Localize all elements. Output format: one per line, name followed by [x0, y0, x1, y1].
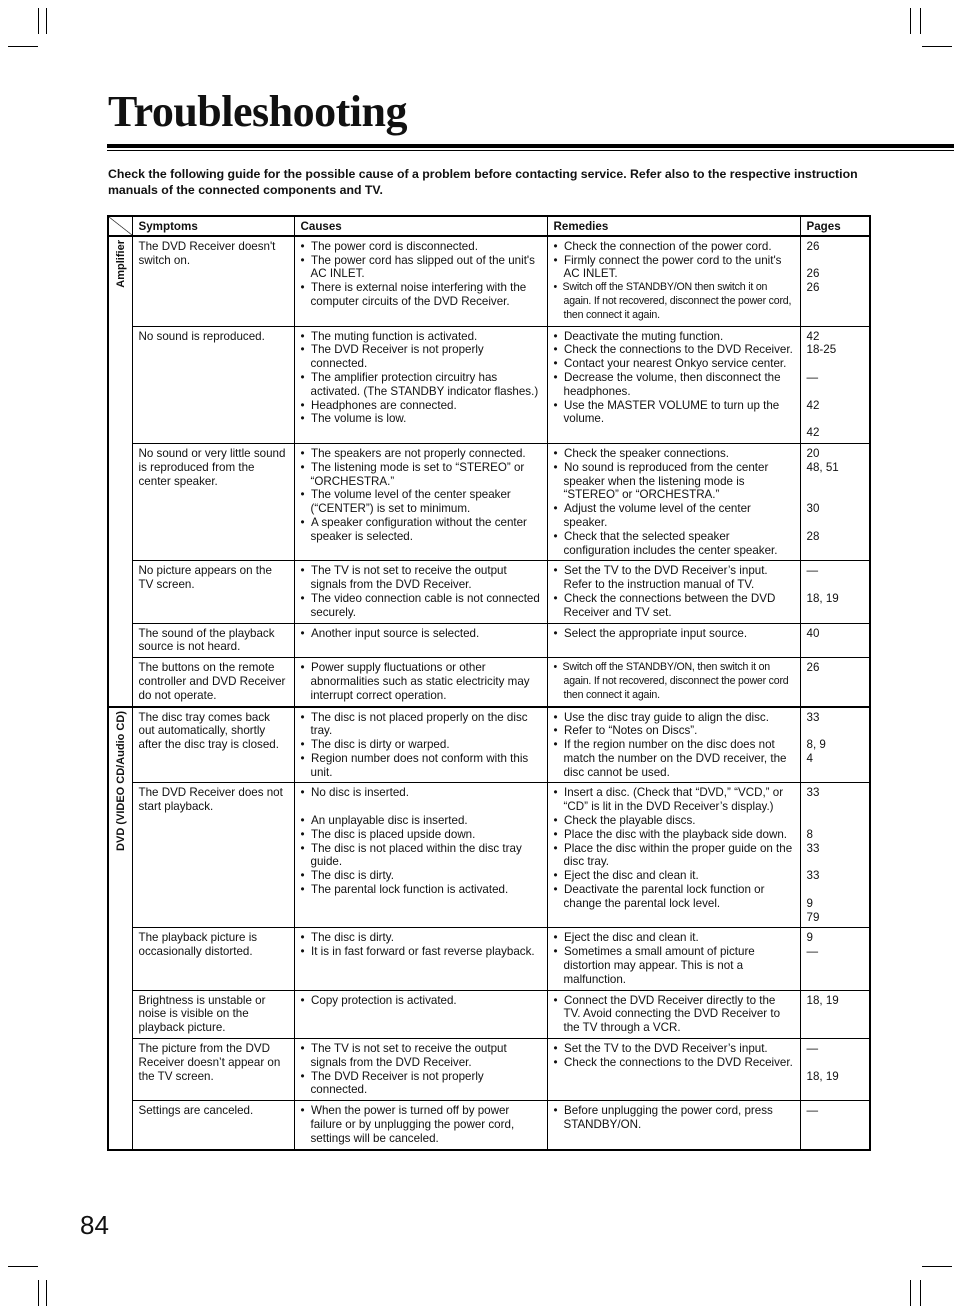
cause-item: • The muting function is activated.	[301, 330, 542, 344]
remedies-cell	[547, 707, 800, 783]
pages-cell: 42 18-25 — 42 42	[800, 326, 870, 443]
remedy-item: • Contact your nearest Onkyo service center.	[554, 357, 795, 371]
cause-item: • The disc is not placed within the disc tray guide.	[301, 842, 542, 870]
cause-item: • It is in fast forward or fast reverse playback.	[301, 945, 542, 959]
cause-item: • The TV is not set to receive the output signals from the DVD Receiver.	[301, 564, 542, 592]
table-row	[108, 1101, 870, 1150]
causes-cell	[294, 1101, 547, 1150]
remedies-list	[554, 564, 795, 619]
remedy-item: • Firmly connect the power cord to the unit's AC INLET.	[554, 254, 795, 282]
symptom-cell: No sound or very little sound is reproduced from the center speaker.	[132, 443, 294, 560]
pages-cell: 20 48, 51 30 28	[800, 443, 870, 560]
table-row	[108, 990, 870, 1038]
causes-list	[301, 786, 542, 896]
crop-mark	[920, 1280, 921, 1306]
remedy-item: • Adjust the volume level of the center speaker.	[554, 502, 795, 530]
crop-mark	[8, 46, 38, 47]
cause-item: • An unplayable disc is inserted.	[301, 814, 542, 828]
remedies-cell	[547, 561, 800, 623]
causes-cell	[294, 443, 547, 560]
cause-item: • Copy protection is activated.	[301, 994, 542, 1008]
symptom-cell: Brightness is unstable or noise is visible on the playback picture.	[132, 990, 294, 1038]
remedies-cell	[547, 1039, 800, 1101]
table-row	[108, 783, 870, 928]
remedies-cell	[547, 990, 800, 1038]
remedies-list	[554, 627, 795, 641]
crop-mark	[38, 1280, 39, 1306]
header-remedies: Remedies	[547, 216, 800, 236]
title-rule-thin	[107, 150, 954, 151]
remedies-cell	[547, 326, 800, 443]
remedies-cell	[547, 623, 800, 658]
causes-cell	[294, 236, 547, 326]
remedies-list	[554, 786, 795, 910]
table-row	[108, 326, 870, 443]
causes-list	[301, 711, 542, 780]
symptom-cell: The picture from the DVD Receiver doesn’t appear on the TV screen.	[132, 1039, 294, 1101]
causes-list	[301, 661, 542, 702]
cause-item: • The power cord has slipped out of the unit's AC INLET.	[301, 254, 542, 282]
remedy-item: • Check that the selected speaker configuration includes the center speaker.	[554, 530, 795, 558]
table-row	[108, 658, 870, 707]
header-causes: Causes	[294, 216, 547, 236]
pages-cell: 26 26 26	[800, 236, 870, 326]
causes-cell	[294, 1039, 547, 1101]
remedies-list	[554, 711, 795, 780]
cause-item: • No disc is inserted.	[301, 786, 542, 814]
section-label-cell	[108, 236, 132, 707]
causes-list	[301, 564, 542, 619]
cause-item: • The DVD Receiver is not properly connected.	[301, 1070, 542, 1098]
remedies-list	[554, 661, 795, 702]
cause-item: • The volume is low.	[301, 412, 542, 426]
causes-cell	[294, 658, 547, 707]
remedy-item: • Eject the disc and clean it.	[554, 869, 795, 883]
remedies-cell	[547, 658, 800, 707]
remedies-list	[554, 240, 795, 323]
cause-item: • The disc is dirty.	[301, 931, 542, 945]
pages-cell: —	[800, 1101, 870, 1150]
causes-cell	[294, 623, 547, 658]
crop-mark	[8, 1266, 38, 1267]
remedy-item: • Check the playable discs.	[554, 814, 795, 828]
remedy-item: • Deactivate the muting function.	[554, 330, 795, 344]
cause-item: • The DVD Receiver is not properly connected.	[301, 343, 542, 371]
pages-cell: 33 8 33 33 9 79	[800, 783, 870, 928]
causes-list	[301, 931, 542, 959]
remedies-cell	[547, 236, 800, 326]
remedy-item: • Insert a disc. (Check that “DVD,” “VCD,” or “CD” is lit in the DVD Receiver’s display.)	[554, 786, 795, 814]
table-row	[108, 443, 870, 560]
remedy-item: • Deactivate the parental lock function or change the parental lock level.	[554, 883, 795, 911]
remedy-item: • Check the connections between the DVD Receiver and TV set.	[554, 592, 795, 620]
crop-mark	[922, 46, 952, 47]
cause-item: • The amplifier protection circuitry has activated. (The STANDBY indicator flashes.)	[301, 371, 542, 399]
symptom-cell: No sound is reproduced.	[132, 326, 294, 443]
crop-mark	[910, 1280, 911, 1306]
cause-item: • A speaker configuration without the center speaker is selected.	[301, 516, 542, 544]
symptom-cell: The disc tray comes back out automatically, shortly after the disc tray is closed.	[132, 707, 294, 783]
crop-mark	[910, 8, 911, 34]
crop-mark	[38, 8, 39, 34]
table-row	[108, 928, 870, 990]
intro-text: Check the following guide for the possible cause of a problem before contacting service. Refer also to the respective instruction manuals of the connected components and TV.	[108, 167, 858, 197]
symptom-cell: No picture appears on the TV screen.	[132, 561, 294, 623]
remedies-cell	[547, 783, 800, 928]
table-row	[108, 623, 870, 658]
remedies-cell	[547, 928, 800, 990]
page-title: Troubleshooting	[108, 87, 407, 136]
remedy-item: • Check the connection of the power cord.	[554, 240, 795, 254]
causes-list	[301, 627, 542, 641]
cause-item: • The disc is placed upside down.	[301, 828, 542, 842]
title-rule	[107, 144, 954, 148]
page-number: 84	[80, 1210, 109, 1240]
remedy-item: • Eject the disc and clean it.	[554, 931, 795, 945]
table-header-row	[108, 216, 870, 236]
remedies-list	[554, 1104, 795, 1132]
remedy-item: • Check the connections to the DVD Receiver.	[554, 1056, 795, 1070]
causes-list	[301, 240, 542, 309]
table-body	[108, 236, 870, 1150]
remedy-item: • Set the TV to the DVD Receiver’s input.	[554, 1042, 795, 1056]
remedy-item: • Before unplugging the power cord, press STANDBY/ON.	[554, 1104, 795, 1132]
causes-list	[301, 1104, 542, 1145]
troubleshooting-table	[107, 215, 871, 1151]
pages-cell: 18, 19	[800, 990, 870, 1038]
cause-item: • The parental lock function is activated.	[301, 883, 542, 897]
remedy-item: • Place the disc with the playback side down.	[554, 828, 795, 842]
crop-mark	[920, 8, 921, 34]
table-row	[108, 561, 870, 623]
pages-cell: — 18, 19	[800, 1039, 870, 1101]
cause-item: • Region number does not conform with this unit.	[301, 752, 542, 780]
table-row	[108, 236, 870, 326]
remedy-item: • Refer to “Notes on Discs”.	[554, 724, 795, 738]
header-symptoms: Symptoms	[132, 216, 294, 236]
table-row	[108, 1039, 870, 1101]
section-label: Amplifier	[115, 239, 127, 288]
section-label: DVD (VIDEO CD/Audio CD)	[115, 710, 127, 851]
remedy-item: • Check the connections to the DVD Receiver.	[554, 343, 795, 357]
remedy-item: • Decrease the volume, then disconnect the headphones.	[554, 371, 795, 399]
remedy-item: • Check the speaker connections.	[554, 447, 795, 461]
remedies-list	[554, 931, 795, 986]
pages-cell: 33 8, 9 4	[800, 707, 870, 783]
cause-item: • When the power is turned off by power failure or by unplugging the power cord, settings will be canceled.	[301, 1104, 542, 1145]
symptom-cell: The sound of the playback source is not heard.	[132, 623, 294, 658]
causes-list	[301, 994, 542, 1008]
remedy-item: • Use the disc tray guide to align the disc.	[554, 711, 795, 725]
remedy-item: • Use the MASTER VOLUME to turn up the volume.	[554, 399, 795, 427]
causes-list	[301, 330, 542, 427]
symptom-cell: The buttons on the remote controller and DVD Receiver do not operate.	[132, 658, 294, 707]
remedy-item: • Switch off the STANDBY/ON, then switch it on again. If not recovered, disconnect the power cord then connect it again.	[554, 661, 795, 702]
remedy-item: • No sound is reproduced from the center speaker when the listening mode is “STEREO” or “ORCHESTRA.”	[554, 461, 795, 502]
cause-item: • The power cord is disconnected.	[301, 240, 542, 254]
causes-cell	[294, 990, 547, 1038]
causes-cell	[294, 928, 547, 990]
symptom-cell: Settings are canceled.	[132, 1101, 294, 1150]
remedy-item: • Sometimes a small amount of picture distortion may appear. This is not a malfunction.	[554, 945, 795, 986]
causes-list	[301, 1042, 542, 1097]
cause-item: • The disc is not placed properly on the disc tray.	[301, 711, 542, 739]
causes-cell	[294, 783, 547, 928]
remedy-item: • If the region number on the disc does not match the number on the DVD receiver, the disc cannot be used.	[554, 738, 795, 779]
causes-cell	[294, 561, 547, 623]
pages-cell: 40	[800, 623, 870, 658]
remedy-item: • Set the TV to the DVD Receiver’s input. Refer to the instruction manual of TV.	[554, 564, 795, 592]
cause-item: • There is external noise interfering with the computer circuits of the DVD Receiver.	[301, 281, 542, 309]
remedy-item: • Place the disc within the proper guide on the disc tray.	[554, 842, 795, 870]
pages-cell: 9 —	[800, 928, 870, 990]
remedy-item: • Connect the DVD Receiver directly to the TV. Avoid connecting the DVD Receiver to the TV through a VCR.	[554, 994, 795, 1035]
remedies-list	[554, 994, 795, 1035]
remedies-cell	[547, 443, 800, 560]
pages-cell: — 18, 19	[800, 561, 870, 623]
header-pages: Pages	[800, 216, 870, 236]
crop-mark	[46, 8, 47, 34]
remedies-list	[554, 330, 795, 427]
cause-item: • The disc is dirty.	[301, 869, 542, 883]
symptom-cell: The DVD Receiver doesn't switch on.	[132, 236, 294, 326]
causes-cell	[294, 707, 547, 783]
remedy-item: • Switch off the STANDBY/ON then switch it on again. If not recovered, disconnect the power cord, then connect it again.	[554, 281, 795, 322]
cause-item: • Power supply fluctuations or other abnormalities such as static electricity may interrupt correct operation.	[301, 661, 542, 702]
cause-item: • The speakers are not properly connected.	[301, 447, 542, 461]
table-row	[108, 707, 870, 783]
crop-mark	[46, 1280, 47, 1306]
cause-item: • The listening mode is set to “STEREO” or “ORCHESTRA.”	[301, 461, 542, 489]
section-label-cell	[108, 707, 132, 1150]
pages-cell: 26	[800, 658, 870, 707]
causes-cell	[294, 326, 547, 443]
cause-item: • The disc is dirty or warped.	[301, 738, 542, 752]
crop-mark	[922, 1266, 952, 1267]
cause-item: • The volume level of the center speaker (“CENTER”) is set to minimum.	[301, 488, 542, 516]
causes-list	[301, 447, 542, 544]
symptom-cell: The DVD Receiver does not start playback.	[132, 783, 294, 928]
remedy-item: • Select the appropriate input source.	[554, 627, 795, 641]
symptom-cell: The playback picture is occasionally distorted.	[132, 928, 294, 990]
corner-cell	[108, 216, 132, 236]
cause-item: • The video connection cable is not connected securely.	[301, 592, 542, 620]
remedies-list	[554, 1042, 795, 1070]
remedies-list	[554, 447, 795, 557]
remedies-cell	[547, 1101, 800, 1150]
cause-item: • Headphones are connected.	[301, 399, 542, 413]
cause-item: • Another input source is selected.	[301, 627, 542, 641]
cause-item: • The TV is not set to receive the output signals from the DVD Receiver.	[301, 1042, 542, 1070]
